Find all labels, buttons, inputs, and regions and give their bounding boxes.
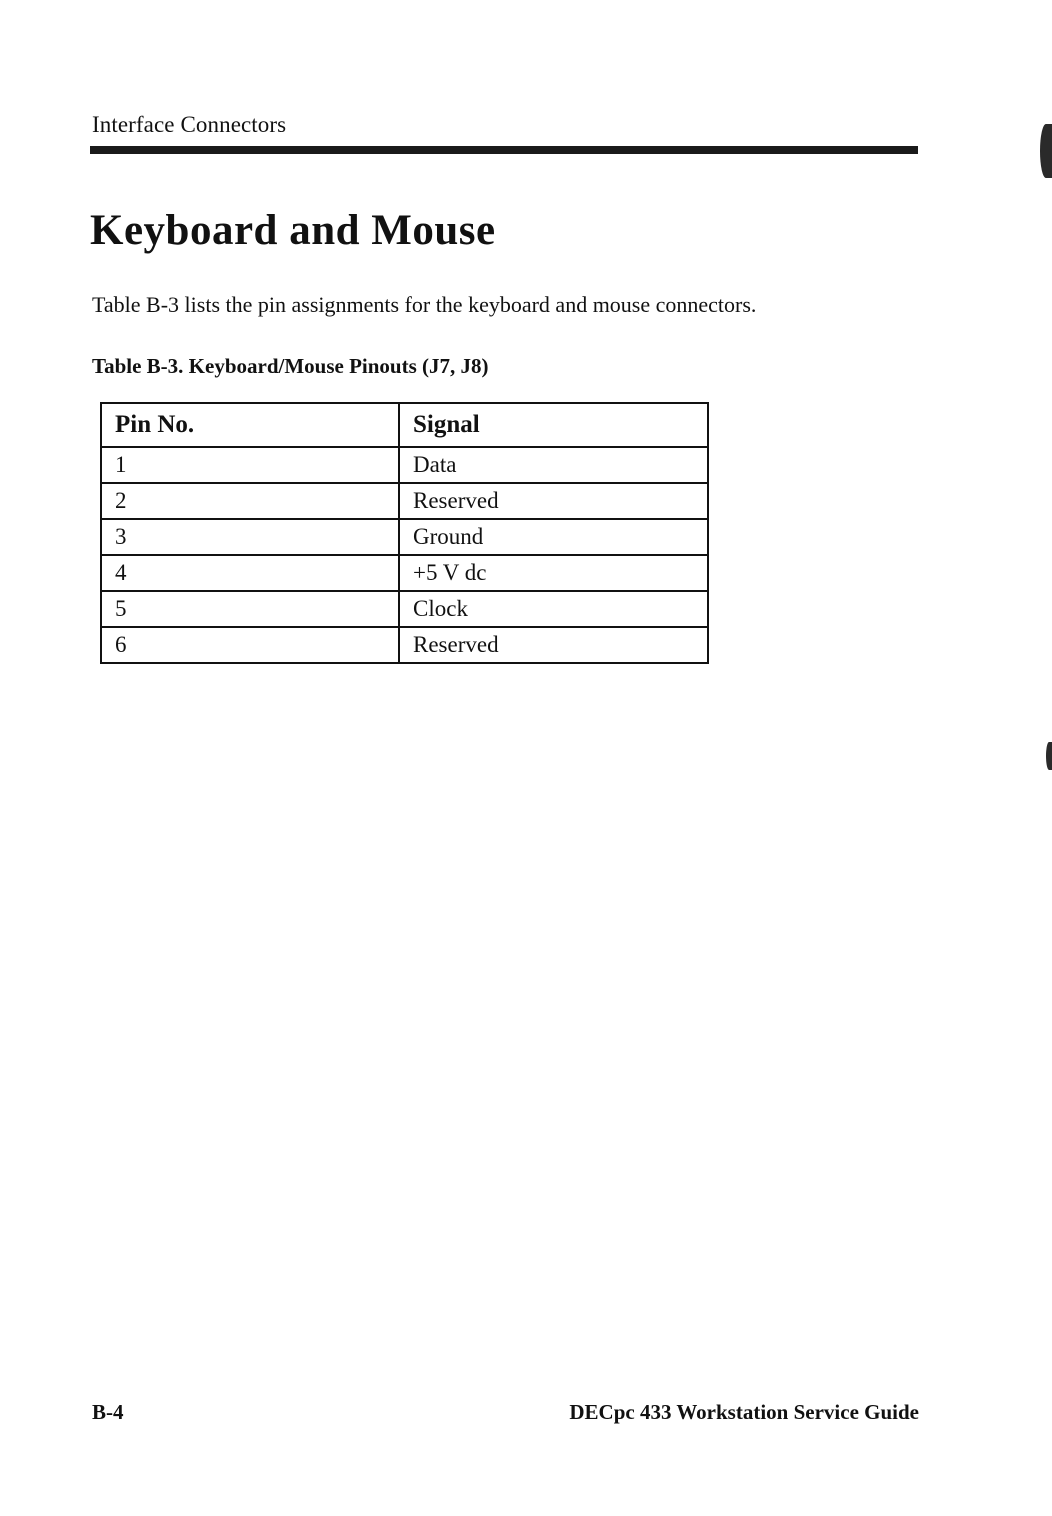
table-row — [101, 447, 708, 483]
running-head: Interface Connectors — [92, 112, 287, 137]
table-header-row — [101, 403, 708, 447]
page-title: Keyboard and Mouse — [90, 207, 496, 254]
table-row — [101, 627, 708, 663]
column-header-pin-no: Pin No. — [101, 403, 399, 447]
table-row — [101, 519, 708, 555]
signal-cell: Reserved — [399, 483, 708, 519]
edge-tab-mark — [1046, 742, 1052, 770]
header-rule — [90, 146, 918, 154]
table-row — [101, 591, 708, 627]
pin-number-cell: 4 — [101, 555, 399, 591]
page-number: B-4 — [92, 1400, 124, 1424]
pin-number-cell: 6 — [101, 627, 399, 663]
signal-cell: Data — [399, 447, 708, 483]
edge-tab-mark — [1040, 124, 1052, 178]
book-title: DECpc 433 Workstation Service Guide — [569, 1400, 919, 1424]
column-header-signal: Signal — [399, 403, 708, 447]
signal-cell: +5 V dc — [399, 555, 708, 591]
intro-paragraph: Table B-3 lists the pin assignments for the keyboard and mouse connectors. — [92, 292, 757, 317]
table-row — [101, 555, 708, 591]
signal-cell: Reserved — [399, 627, 708, 663]
pinout-table — [100, 402, 709, 664]
pin-number-cell: 1 — [101, 447, 399, 483]
table-caption: Table B-3. Keyboard/Mouse Pinouts (J7, J8) — [92, 354, 489, 378]
table-row — [101, 483, 708, 519]
signal-cell: Ground — [399, 519, 708, 555]
pin-number-cell: 5 — [101, 591, 399, 627]
signal-cell: Clock — [399, 591, 708, 627]
pin-number-cell: 3 — [101, 519, 399, 555]
pin-number-cell: 2 — [101, 483, 399, 519]
